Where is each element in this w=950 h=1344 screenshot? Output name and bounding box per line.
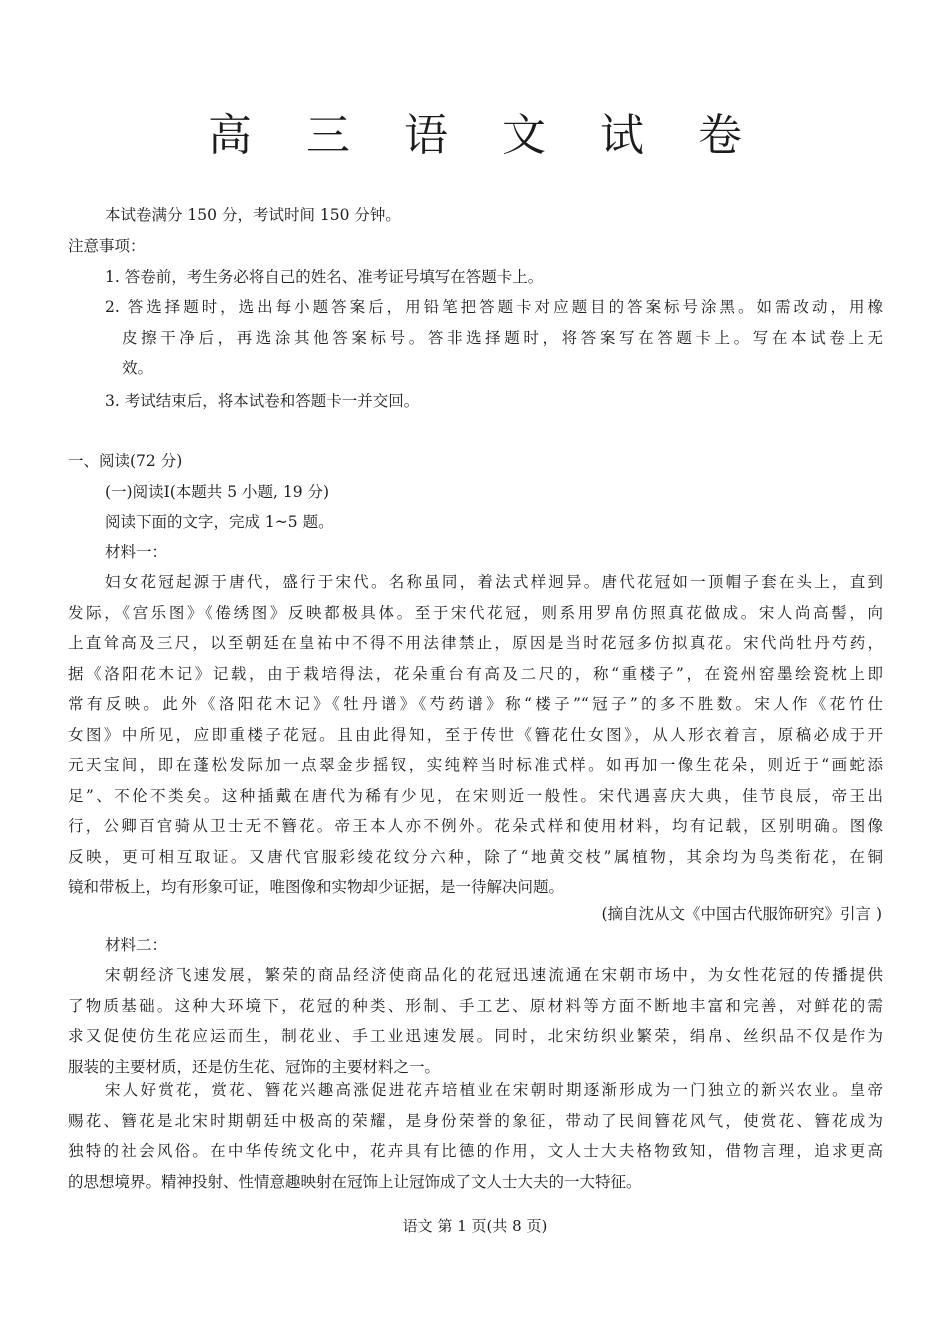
paragraph-line: 的思想境界。精神投射、性情意趣映射在冠饰上让冠饰成了文人士大夫的一大特征。 bbox=[68, 1172, 642, 1191]
notice-heading: 注意事项： bbox=[68, 237, 146, 255]
paragraph-line: 镜和带板上，均有形象可证，唯图像和实物却少证据，是一待解决问题。 bbox=[68, 878, 565, 896]
exam-title: 高 三 语 文 试 卷 bbox=[208, 110, 762, 161]
paragraph-line: 常有反映。此外《洛阳花木记》《牡丹谱》《芍药谱》称“楼子”“冠子”的多不胜数。宋人作《花竹仕 bbox=[68, 695, 883, 713]
paragraph-line: 据《洛阳花木记》记载，由于栽培得法，花朵重台有高及二尺的，称“重楼子”，在瓷州窑墨绘瓷枕上即 bbox=[68, 664, 883, 683]
notice-item-3: 3. 考试结束后，将本试卷和答题卡一并交回。 bbox=[105, 392, 420, 410]
material-2-label: 材料二： bbox=[105, 936, 168, 954]
paragraph-line: 赐花、簪花是北宋时期朝廷中极高的荣耀，是身份荣誉的象征，带动了民间簪花风气，使赏花、簪花成为 bbox=[68, 1111, 883, 1130]
exam-intro: 本试卷满分 150 分，考试时间 150 分钟。 bbox=[105, 206, 401, 224]
notice-item-2-line-2: 皮擦干净后，再选涂其他答案标号。答非选择题时，将答案写在答题卡上。写在本试卷上无 bbox=[122, 329, 883, 347]
subsection-heading: (一)阅读Ⅰ(本题共 5 小题, 19 分) bbox=[105, 483, 330, 501]
paragraph-line: 了物质基础。这种大环境下，花冠的种类、形制、手工艺、原材料等方面不断地丰富和完善，对鲜花的需 bbox=[68, 996, 883, 1015]
paragraph-line: 元天宝间，即在蓬松发际加一点翠金步摇钗，实纯粹当时标准式样。如再加一像生花朵，则近于“画蛇添 bbox=[68, 756, 883, 774]
paragraph-line: 宋朝经济飞速发展，繁荣的商品经济使商品化的花冠迅速流通在宋朝市场中，为女性花冠的传播提供 bbox=[105, 966, 883, 984]
section-heading: 一、阅读(72 分) bbox=[68, 452, 183, 470]
reading-instruction: 阅读下面的文字，完成 1~5 题。 bbox=[105, 513, 334, 531]
material-1-label: 材料一： bbox=[105, 543, 168, 561]
paragraph-line: 足”、不伦不类矣。这种插戴在唐代为稀有少见，在宋则近一般性。宋代遇喜庆大典，佳节良辰，帝王出 bbox=[68, 786, 883, 805]
paragraph-line: 宋人好赏花，赏花、簪花兴趣高涨促进花卉培植业在宋朝时期逐渐形成为一门独立的新兴农业。皇帝 bbox=[105, 1081, 883, 1099]
paragraph-line: 上直耸高及三尺，以至朝廷在皇祐中不得不用法律禁止，原因是当时花冠多仿拟真花。宋代尚牡丹芍药， bbox=[68, 634, 883, 652]
paragraph-line: 求又促使仿生花应运而生，制花业、手工业迅速发展。同时，北宋纺织业繁荣，绢帛、丝织品不仅是作为 bbox=[68, 1027, 883, 1045]
paragraph-line: 发际，《宫乐图》《倦绣图》反映都极具体。至于宋代花冠，则系用罗帛仿照真花做成。宋人尚高髻，向 bbox=[68, 603, 883, 622]
notice-item-2-line-3: 效。 bbox=[122, 359, 154, 377]
notice-item-2-line-1: 2. 答选择题时，选出每小题答案后，用铅笔把答题卡对应题目的答案标号涂黑。如需改动，用橡 bbox=[105, 298, 883, 316]
paragraph-line: 独特的社会风俗。在中华传统文化中，花卉具有比德的作用，文人士大夫格物致知，借物言理，追求更高 bbox=[68, 1142, 883, 1160]
paragraph-line: 女图》中所见，应即重楼子花冠。且由此得知，至于传世《簪花仕女图》，从人形衣着言，原稿必成于开 bbox=[68, 725, 883, 744]
material-1-source: (摘自沈从文《中国古代服饰研究》引言 ) bbox=[601, 905, 882, 923]
notice-item-1: 1. 答卷前，考生务必将自己的姓名、准考证号填写在答题卡上。 bbox=[105, 268, 544, 286]
paragraph-line: 行，公卿百官骑从卫士无不簪花。帝王本人亦不例外。花朵式样和使用材料，均有记载，区别明确。图像 bbox=[68, 817, 883, 835]
paragraph-line: 妇女花冠起源于唐代，盛行于宋代。名称虽同，着法式样迥异。唐代花冠如一顶帽子套在头上，直到 bbox=[105, 573, 883, 591]
page-footer: 语文 第 1 页(共 8 页) bbox=[402, 1217, 548, 1235]
paragraph-line: 服装的主要材质，还是仿生花、冠饰的主要材料之一。 bbox=[68, 1057, 441, 1076]
paragraph-line: 反映，更可相互取证。又唐代官服彩绫花纹分六种，除了“地黄交枝”属植物，其余均为鸟类衔花，在铜 bbox=[68, 847, 883, 866]
